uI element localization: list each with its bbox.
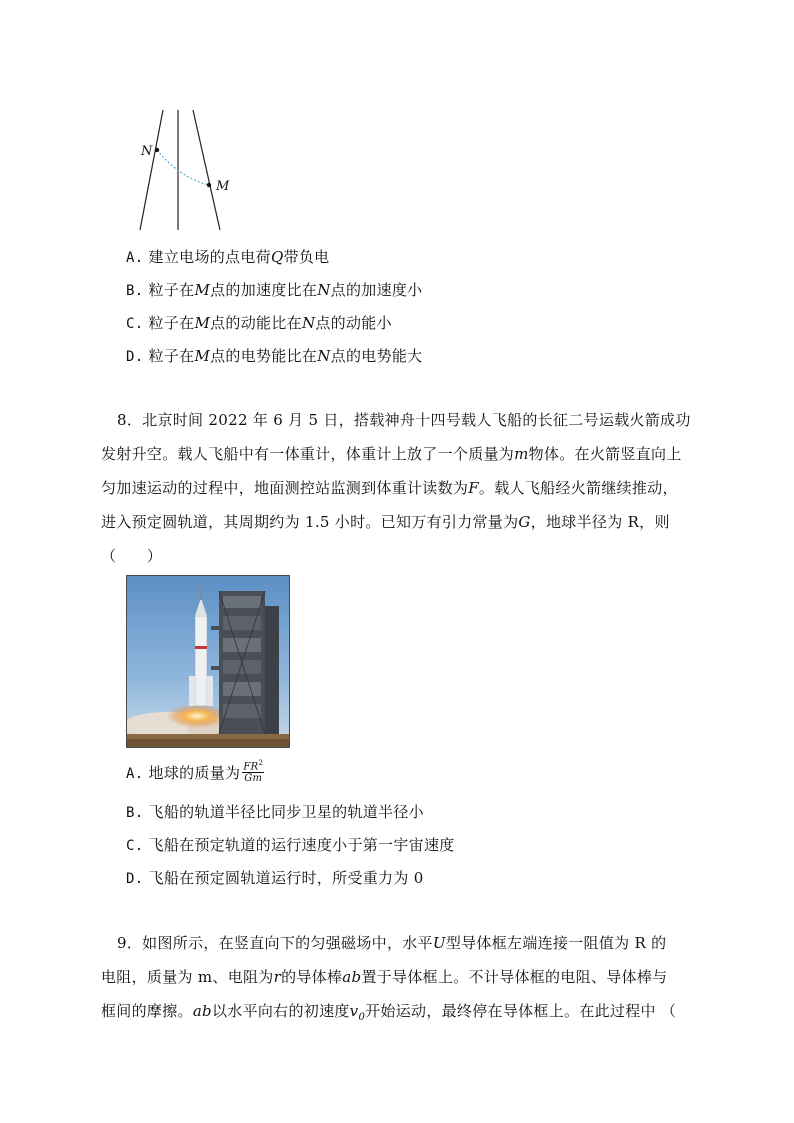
- q7-option-a: A. 建立电场的点电荷Q带负电: [126, 248, 330, 266]
- q8-option-b: B. 飞船的轨道半径比同步卫星的轨道半径小: [126, 803, 424, 821]
- option-letter: C.: [126, 838, 144, 854]
- q9-stem-line-2: 电阻，质量为 m、电阻为r的导体棒ab置于导体框上。不计导体框的电阻、导体棒与: [101, 968, 668, 986]
- q8-stem-line-4: 进入预定圆轨道，其周期约为 1.5 小时。已知万有引力常量为G，地球半径为 R，则: [101, 513, 670, 531]
- q8-option-d: D. 飞船在预定圆轨道运行时，所受重力为 0: [126, 869, 424, 887]
- option-letter: D.: [126, 871, 144, 887]
- q8-stem-line-2: 发射升空。载人飞船中有一体重计，体重计上放了一个质量为m物体。在火箭竖直向上: [101, 445, 682, 463]
- q7-option-c: C. 粒子在M点的动能比在N点的动能小: [126, 314, 392, 332]
- q7-option-b: B. 粒子在M点的加速度比在N点的加速度小: [126, 281, 423, 299]
- field-line-left: [140, 110, 163, 230]
- q9-stem-line-1: 9．如图所示，在竖直向下的匀强磁场中，水平U型导体框左端连接一阻值为 R 的: [117, 934, 667, 952]
- point-m-label: M: [216, 179, 230, 194]
- point-m-dot: [207, 183, 211, 187]
- electric-field-diagram: [130, 110, 240, 235]
- point-n-label: N: [141, 144, 153, 159]
- option-letter: A.: [126, 250, 144, 266]
- rocket-launch-photo: [126, 575, 290, 748]
- q8-option-a: A. 地球的质量为 $\frac{FR^2}{Gm}$: [126, 759, 264, 785]
- q8-option-c: C. 飞船在预定轨道的运行速度小于第一宇宙速度: [126, 836, 455, 854]
- q8-stem-line-1: 8．北京时间 2022 年 6 月 5 日，搭载神舟十四号载人飞船的长征二号运载火箭成功: [117, 411, 691, 429]
- option-letter: D.: [126, 349, 144, 365]
- option-letter: C.: [126, 316, 144, 332]
- fraction-fr2-over-gm: $\frac{FR^2}{Gm}$: [243, 759, 264, 785]
- particle-trajectory: [157, 150, 209, 185]
- point-n-dot: [155, 148, 159, 152]
- field-line-right: [193, 110, 220, 230]
- q9-stem-line-3: 框间的摩擦。ab以水平向右的初速度$v_0$开始运动，最终停在导体框上。在此过程中 （: [101, 1002, 677, 1023]
- q7-option-d: D. 粒子在M点的电势能比在N点的电势能大: [126, 347, 423, 365]
- option-letter: A.: [126, 766, 144, 783]
- option-letter: B.: [126, 805, 144, 821]
- q8-answer-bracket: （ ）: [101, 547, 163, 565]
- q8-stem-line-3: 匀加速运动的过程中，地面测控站监测到体重计读数为F。载人飞船经火箭继续推动，: [101, 479, 678, 497]
- option-letter: B.: [126, 283, 144, 299]
